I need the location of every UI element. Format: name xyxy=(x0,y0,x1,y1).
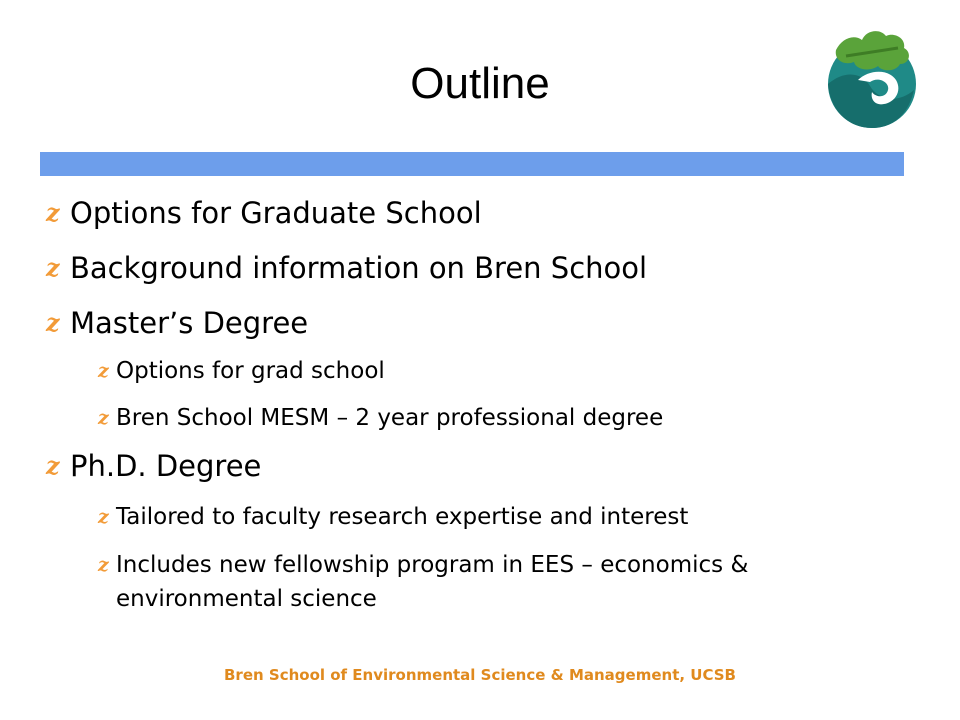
sub-bullet-text: Options for grad school xyxy=(116,358,385,384)
bullet-marker-icon: z xyxy=(98,506,109,528)
bullet-marker-icon: z xyxy=(98,554,109,576)
title-divider-bar xyxy=(40,152,904,176)
bullet-marker-icon: z xyxy=(46,308,60,337)
sub-bullet-item xyxy=(98,500,876,534)
bullet-text: Ph.D. Degree xyxy=(70,449,262,483)
bullet-marker-icon: z xyxy=(98,360,109,382)
bullet-marker-icon: z xyxy=(98,407,109,429)
bullet-text: Options for Graduate School xyxy=(70,196,482,230)
slide-title: Outline xyxy=(410,59,550,108)
bullet-item xyxy=(46,248,647,288)
bullet-text: Master’s Degree xyxy=(70,306,309,340)
sub-bullet-text: Tailored to faculty research expertise and interest xyxy=(116,504,689,530)
sub-bullet-text: Includes new fellowship program in EES – economics & environmental science xyxy=(116,552,749,612)
oak-leaf-wave-icon xyxy=(818,14,930,136)
sub-bullet-item xyxy=(98,354,876,388)
bullet-text: Background information on Bren School xyxy=(70,251,648,285)
slide-footer: Bren School of Environmental Science & Management, UCSB xyxy=(224,666,736,684)
bullet-marker-icon: z xyxy=(46,253,60,282)
sub-bullet-text: Bren School MESM – 2 year professional degree xyxy=(116,405,664,431)
bullet-marker-icon: z xyxy=(46,198,60,227)
sub-bullet-item xyxy=(98,548,876,616)
bren-logo-icon xyxy=(818,14,930,136)
sub-bullet-item xyxy=(98,401,876,435)
bullet-item xyxy=(46,193,482,233)
bullet-item xyxy=(46,303,308,343)
bullet-marker-icon: z xyxy=(46,451,60,480)
bullet-item xyxy=(46,446,261,486)
